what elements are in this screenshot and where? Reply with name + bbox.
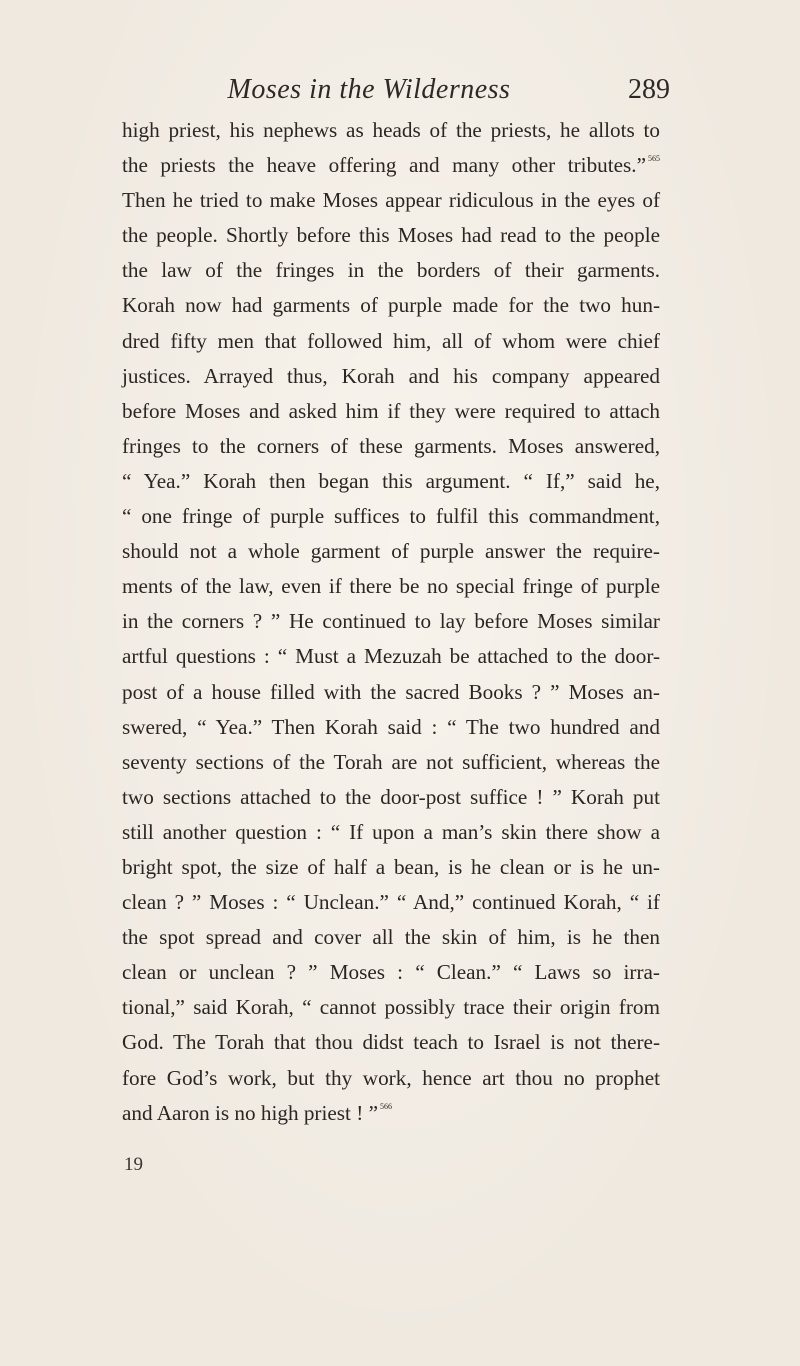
text-line-content: artful questions : “ Must a Mezuzah be attached to the door- [122,644,660,669]
text-line-content: “ one fringe of purple suffices to fulfil this commandment, [122,504,660,529]
page-number: 289 [628,74,670,105]
text-line-content: Korah now had garments of purple made for the two hun- [122,293,660,318]
text-line [122,639,660,674]
text-line-content: God. The Torah that thou didst teach to Israel is not there- [122,1030,660,1055]
text-line-content: fore God’s work, but thy work, hence art thou no prophet [122,1065,660,1090]
text-line [122,148,660,183]
text-line-content: dred fifty men that followed him, all of whom were chief [122,328,660,353]
text-line [122,253,660,288]
text-line-content: the people. Shortly before this Moses had read to the people [122,223,660,248]
text-line [122,569,660,604]
text-line [122,359,660,394]
text-line-content: the law of the fringes in the borders of their garments. [122,258,660,283]
text-line-content: and Aaron is no high priest ! ” [122,1100,378,1125]
text-line [122,394,660,429]
text-line [122,850,660,885]
text-line-content: fringes to the corners of these garments. Moses answered, [122,433,660,458]
text-line-content: bright spot, the size of half a bean, is he clean or is he un- [122,854,660,879]
text-line [122,324,660,359]
text-line-content: “ Yea.” Korah then began this argument. “ If,” said he, [122,468,660,493]
text-line-content: two sections attached to the door-post suffice ! ” Korah put [122,784,660,809]
running-title: Moses in the Wilderness [227,74,511,105]
running-header [206,74,670,114]
text-line [122,1096,660,1131]
text-line [122,780,660,815]
text-line-content: high priest, his nephews as heads of the priests, he allots to [122,118,660,142]
text-line [122,604,660,639]
text-line [122,745,660,780]
text-line-content: still another question : “ If upon a man’s skin there show a [122,819,660,844]
text-line-content: swered, “ Yea.” Then Korah said : “ The two hundred and [122,714,660,739]
text-line-content: clean ? ” Moses : “ Unclean.” “ And,” continued Korah, “ if [122,890,660,915]
text-line [122,218,660,253]
text-line-content: in the corners ? ” He continued to lay before Moses similar [122,609,660,634]
text-line [122,288,660,323]
text-line-content: tional,” said Korah, “ cannot possibly trace their origin from [122,995,660,1020]
footnote-marker: 566 [379,1101,392,1111]
body-text [122,113,660,1131]
text-line-content: before Moses and asked him if they were required to attach [122,398,660,423]
text-line [122,113,660,148]
text-line-content: post of a house filled with the sacred Books ? ” Moses an- [122,679,660,704]
text-line [122,885,660,920]
text-line [122,1061,660,1096]
text-line [122,1025,660,1060]
text-line [122,499,660,534]
text-line-content: justices. Arrayed thus, Korah and his company appeared [122,363,660,388]
text-line-content: clean or unclean ? ” Moses : “ Clean.” “ Laws so irra- [122,960,660,985]
text-line-content: ments of the law, even if there be no special fringe of purple [122,574,660,599]
text-line [122,534,660,569]
text-line-content: seventy sections of the Torah are not sufficient, whereas the [122,749,660,774]
text-line [122,710,660,745]
text-line [122,464,660,499]
text-line-content: the spot spread and cover all the skin of him, is he then [122,925,660,950]
signature-mark: 19 [124,1154,143,1175]
text-line [122,955,660,990]
text-line [122,429,660,464]
text-line [122,920,660,955]
text-line-content: the priests the heave offering and many other tributes.” [122,153,646,178]
text-line [122,183,660,218]
text-line [122,815,660,850]
text-line-content: Then he tried to make Moses appear ridiculous in the eyes of [122,188,660,213]
footnote-marker: 565 [648,154,660,164]
text-line [122,675,660,710]
text-line [122,990,660,1025]
text-line-content: should not a whole garment of purple answer the require- [122,539,660,564]
